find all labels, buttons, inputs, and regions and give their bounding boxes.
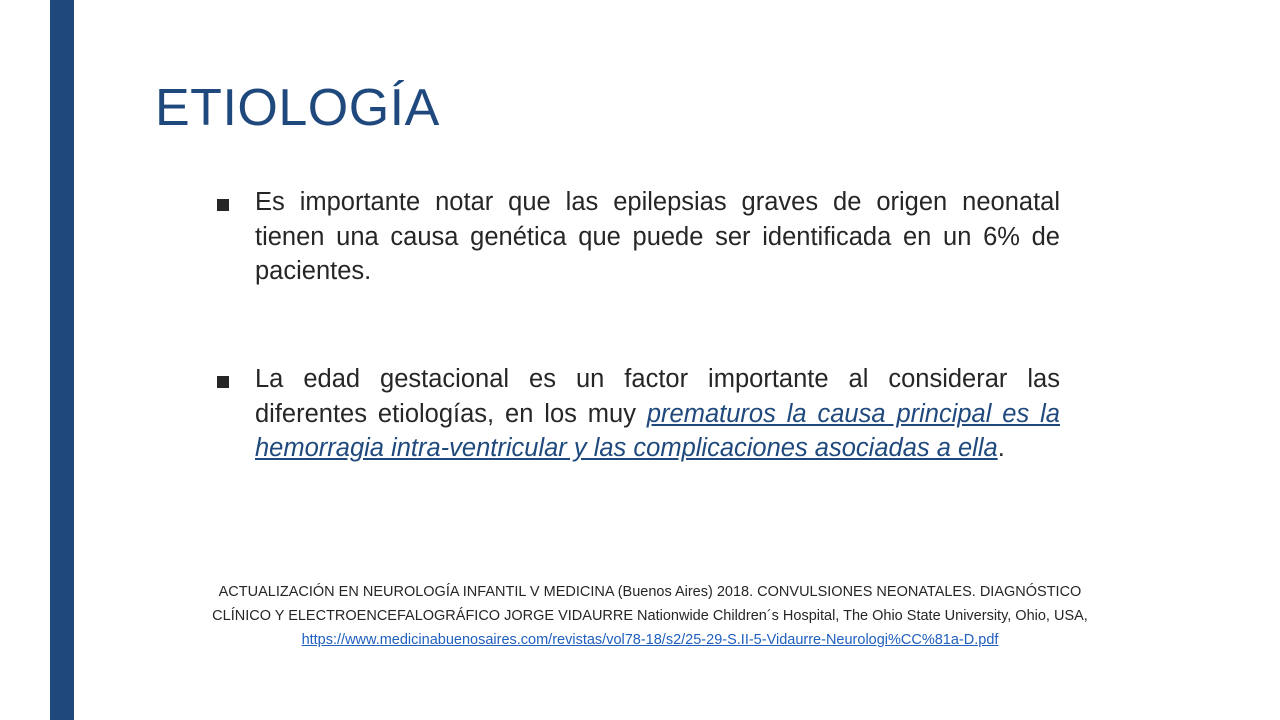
accent-bar [50,0,74,720]
slide-title: ETIOLOGÍA [155,79,440,137]
bullet-item [217,185,1060,289]
reference-citation [200,580,1100,652]
bullet-text [255,185,1060,289]
bullet-item [217,362,1060,466]
square-bullet-icon [217,376,229,388]
bullet-text-tail: . [997,434,1005,462]
reference-link[interactable]: https://www.medicinabuenosaires.com/revistas/vol78-18/s2/25-29-S.II-5-Vidaurre-Neurologi%CC%81a-D.pdf [301,632,999,648]
reference-text: ACTUALIZACIÓN EN NEUROLOGÍA INFANTIL V MEDICINA (Buenos Aires) 2018. CONVULSIONES NEONATALES. DIAGNÓSTICO CLÍNICO Y ELECTROENCEFALOGRÁFICO JORGE VIDAURRE Nationwide Children´s Hospital, The Ohio State University, Ohio, USA, [212,584,1088,624]
bullet-text [255,362,1060,466]
square-bullet-icon [217,199,229,211]
bullet-emphasis: prematuros la causa principal es la hemorragia intra-ventricular y las complicaciones asociadas a ella [255,399,1060,462]
bullet-text-content: Es importante notar que las epilepsias graves de origen neonatal tienen una causa genética que puede ser identificada en un 6% de pacientes. [255,188,1060,285]
bullet-text-lead: La edad gestacional es un factor importante al considerar las diferentes etiologías, en los muy [255,365,1060,428]
